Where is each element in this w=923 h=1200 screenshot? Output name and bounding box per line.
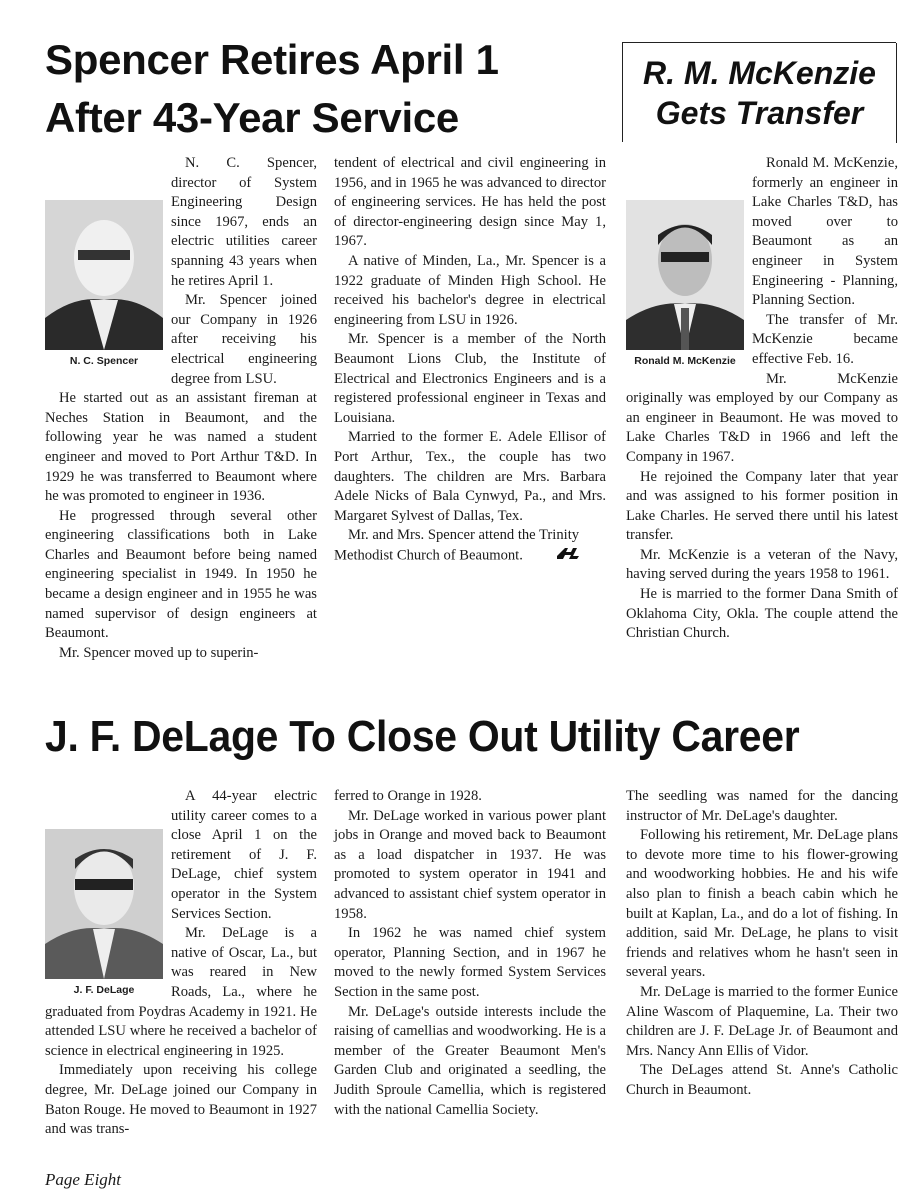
mckenzie-photo-block [626,200,744,372]
paragraph: Mr. DeLage's outside interests include the raising of camellias and woodworking. He is a member of the Greater Beaumont Men's Garden Club and originated a seedling, the Judith Sproule Camellia, which is registered with the national Camellia Society. [334,1003,606,1118]
paragraph: He progressed through several other engineering classifications both in Lake Charles and Beaumont before being named engineering specialist in 1949. In 1950 he became a design engineer and in 1955 he was named supervisor of design engineers at Beaumont. [45,507,317,642]
spencer-photo-block [45,200,163,372]
paragraph: He rejoined the Company later that year and was assigned to his former position in Lake Charles. He served there until his latest transfer. [626,468,898,544]
paragraph: Immediately upon receiving his college degree, Mr. DeLage joined our Company in Baton Rouge. He moved to Beaumont in 1927 and was trans- [45,1062,317,1138]
mckenzie-headline-line2: Gets Transfer [655,95,864,131]
paragraph: He is married to the former Dana Smith of Oklahoma City, Okla. The couple attend the Christian Church. [626,586,898,642]
mckenzie-portrait-image [626,200,744,350]
delage-column-2 [334,787,606,1120]
paragraph: Following his retirement, Mr. DeLage plans to devote more time to his flower-growing and woodworking hobbies. He and his wife also plan to finish a beach cabin which he built at Kaplan, La., and do a lot of fishing. In addition, said Mr. DeLage, he plans to visit friends and relatives whom he hasn't seen in several years. [626,827,898,981]
paragraph: He started out as an assistant fireman at Neches Station in Beaumont, and the following year he was named a student engineer and moved to Port Arthur T&D. In 1929 he was transferred to Beaumont where he was promoted to engineer in 1936. [45,390,317,505]
spencer-headline-line1: Spencer Retires April 1 [45,36,499,83]
paragraph: Mr. DeLage worked in various power plant jobs in Orange and moved back to Beaumont as a load dispatcher in 1937. He was promoted to system operator in 1941 and advanced to assistant chief system operator in 1958. [334,807,606,922]
paragraph: A native of Minden, La., Mr. Spencer is a 1922 graduate of Minden High School. He received his bachelor's degree in electrical engineering from LSU in 1926. [334,252,606,328]
mckenzie-photo-caption: Ronald M. McKenzie [634,355,736,367]
spencer-headline-line2: After 43-Year Service [45,94,459,141]
paragraph: The transfer of Mr. McKenzie became effective Feb. 16. [752,311,898,367]
mckenzie-headline-box [622,42,896,142]
paragraph: ferred to Orange in 1928. [334,788,482,804]
paragraph: A 44-year electric utility career comes to a close April 1 on the retirement of J. F. DeLage, chief system operator in the System Services Section. [171,788,317,922]
paragraph: Mr. Spencer joined our Company in 1926 after receiving his electrical engineering degree from LSU. [171,292,317,387]
paragraph: The DeLages attend St. Anne's Catholic Church in Beaumont. [626,1062,898,1098]
delage-photo-block [45,829,163,1001]
delage-headline: J. F. DeLage To Close Out Utility Career [45,712,800,761]
delage-column-1 [45,787,317,1140]
page-folio: Page Eight [45,1170,122,1189]
spencer-photo-caption: N. C. Spencer [69,355,139,367]
paragraph-text: Mr. and Mrs. Spencer attend the Trinity Methodist Church of Beaumont. [334,527,580,564]
delage-column-3 [626,787,898,1101]
company-logo-end-mark-icon [541,546,581,567]
paragraph: Mr. DeLage is a native of Oscar, La., but was reared in New Roads, La., where he graduated from Poydras Academy in 1921. He attended LSU where he received a bachelor of science in electrical engineering in 1925. [45,925,317,1059]
paragraph: Mr. DeLage is married to the former Eunice Aline Wascom of Plaquemine, La. Their two children are J. F. DeLage Jr. of Beaumont and Mrs. Nancy Ann Ellis of Vidor. [626,983,898,1059]
paragraph: Mr. Spencer moved up to superin- [59,644,259,661]
paragraph: Mr. McKenzie originally was employed by our Company as an engineer in Beaumont. He was moved to Lake Charles T&D in 1966 and left the Company in 1967. [626,370,898,465]
spencer-column-2 [334,154,606,566]
paragraph [334,526,606,566]
paragraph: tendent of electrical and civil engineering in 1956, and in 1965 he was advanced to director of engineering services. He has held the post of director-engineering design since May 1, 1967. [334,155,606,250]
delage-portrait-image [45,829,163,979]
spencer-column-1 [45,154,317,663]
delage-photo-caption: J. F. DeLage [73,984,135,996]
paragraph: In 1962 he was named chief system operator, Planning Section, and in 1967 he moved to the newly formed System Services Section in the same post. [334,925,606,1000]
paragraph: N. C. Spencer, director of System Engineering Design since 1967, ends an electric utilities career spanning 43 years when he retires April 1. [171,155,317,289]
mckenzie-headline-line1: R. M. McKenzie [643,55,876,91]
mckenzie-column [626,154,898,644]
paragraph: Mr. McKenzie is a veteran of the Navy, having served during the years 1958 to 1961. [626,546,898,583]
paragraph: Mr. Spencer is a member of the North Beaumont Lions Club, the Institute of Electrical and Electronics Engineers and is a registered professional engineer in Texas and Louisiana. [334,331,606,426]
paragraph: The seedling was named for the dancing instructor of Mr. DeLage's daughter. [626,788,898,824]
paragraph: Married to the former E. Adele Ellisor of Port Arthur, Tex., the couple has two daughters. The children are Mrs. Barbara Adele Nicks of Bala Cynwyd, Pa., and Mrs. Margaret Sylvest of Dallas, Tex. [334,429,606,524]
spencer-portrait-image [45,200,163,350]
paragraph: Ronald M. McKenzie, formerly an engineer in Lake Charles T&D, has moved over to Beaumont as an engineer in System Engineering - Planning, Planning Section. [752,155,898,309]
